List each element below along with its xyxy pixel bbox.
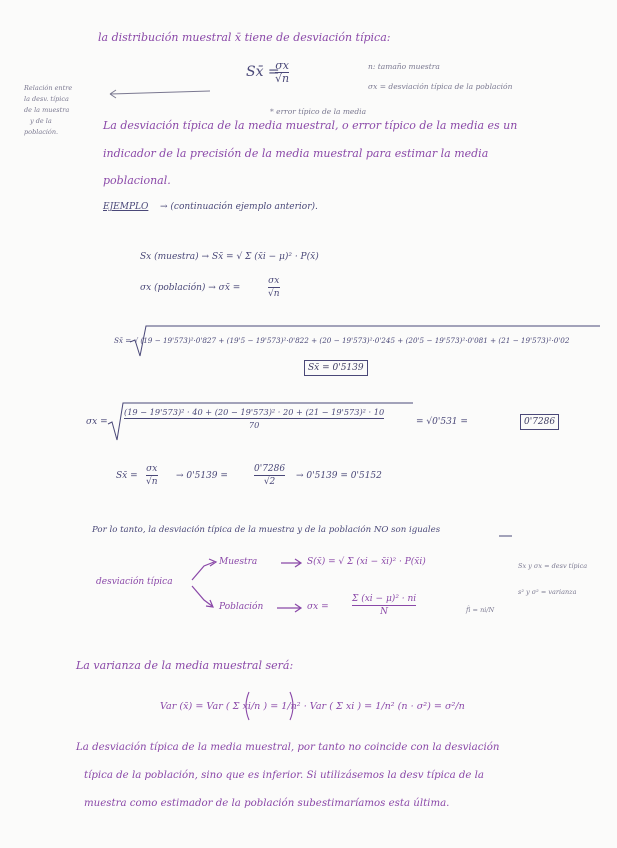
se-formula-lhs: Sx̄ =	[246, 64, 280, 80]
long-calc: Sx̄ = √ (19 − 19'573)²·0'827 + (19'5 − 19'573)²·0'822 + (20 − 19'573)²·0'245 + (20'5 − 19'573)²·0'081 + (21 − 19'573)²·0'02	[114, 336, 570, 345]
ejemplo-label: EJEMPLO	[103, 202, 149, 212]
varianza-intro: La varianza de la media muestral será:	[76, 659, 294, 672]
sigma-calc-den: 70	[248, 420, 260, 430]
sigma-calc-num: (19 − 19'573)² · 40 + (20 − 19'573)² · 20 + (21 − 19'573)² · 10	[124, 407, 385, 417]
sigma-poblacion-den: √n	[268, 289, 280, 299]
side-note-line: de la muestra	[24, 106, 70, 114]
result-box-sigma: 0'7286	[520, 414, 559, 430]
se-formula-den: √n	[275, 72, 290, 85]
para1-line: La desviación típica de la media muestral, o error típico de la media es un	[103, 119, 518, 132]
para2-line: La desviación típica de la media muestral, por tanto no coincide con la desviación	[76, 742, 500, 753]
final-calc-lhs: Sx̄ =	[116, 471, 138, 481]
sigma-calc-lhs: σx =	[86, 417, 108, 427]
poblacion-branch-num: Σ (xi − μ)² · ni	[352, 594, 417, 604]
se-formula-fraction	[275, 60, 289, 85]
para2-line: muestra como estimador de la población subestimaríamos esta última.	[84, 798, 450, 809]
right-note-var: s² y σ² = varianza	[518, 588, 577, 596]
para1-line: indicador de la precisión de la media muestral para estimar la media	[103, 147, 489, 160]
para1-line: poblacional.	[103, 174, 171, 187]
legend-sigma: σx = desviación típica de la población	[368, 82, 513, 91]
error-note: * error típico de la media	[270, 107, 367, 116]
final-calc-fraction-1	[146, 463, 158, 488]
para2-line: típica de la población, sino que es inferior. Si utilizásemos la desv típica de la	[84, 770, 484, 781]
varianza-formula: Var (x̄) = Var ( Σ xi/n ) = 1/n² · Var ( Σ xi ) = 1/n² (n · σ²) = σ²/n	[160, 701, 465, 712]
sigma-poblacion-num: σx	[268, 276, 280, 286]
final-calc-mid: → 0'5139 =	[176, 471, 228, 481]
right-note-desv: Sx y σx = desv típica	[518, 562, 588, 570]
sx-muestra: Sx (muestra) → Sx̄ = √ Σ (x̄i − μ)² · P(x̄)	[140, 252, 319, 262]
sigma-poblacion-lhs: σx (población) → σx̄ =	[140, 283, 241, 293]
right-note-freq: f̂i = ni/N	[466, 606, 495, 614]
sigma-calc-mid: = √0'531 =	[416, 417, 468, 427]
muestra-branch-formula: S(x̄) = √ Σ (xi − x̄i)² · P(x̄i)	[307, 557, 426, 567]
desv-tipica-label: desviación típica	[96, 577, 173, 587]
muestra-branch-label: Muestra	[219, 557, 258, 567]
poblacion-branch-label: Población	[219, 602, 264, 612]
conclusion-line: Por lo tanto, la desviación típica de la muestra y de la población NO son iguales	[92, 525, 441, 535]
ejemplo-text: → (continuación ejemplo anterior).	[160, 202, 318, 212]
result-box-sx: Sx̄ = 0'5139	[304, 360, 368, 376]
sigma-poblacion-fraction	[268, 275, 280, 300]
final-calc-num-2: 0'7286	[254, 464, 286, 474]
poblacion-branch-den: N	[380, 607, 389, 617]
side-note-line: y de la	[30, 117, 52, 125]
final-calc-end: → 0'5139 = 0'5152	[296, 471, 382, 481]
final-calc-fraction-2	[254, 463, 285, 488]
poblacion-branch-fraction	[352, 593, 416, 618]
side-note-line: población.	[24, 128, 59, 136]
poblacion-branch-lhs: σx =	[307, 602, 329, 612]
final-calc-num-1: σx	[146, 464, 158, 474]
se-formula-num: σx	[275, 59, 289, 72]
distribution-intro: la distribución muestral x̄ tiene de desviación típica:	[98, 31, 391, 44]
legend-n: n: tamaño muestra	[368, 62, 440, 71]
final-calc-den-1: √n	[146, 477, 158, 487]
side-note-line: Relación entre	[24, 84, 73, 92]
sigma-calc-fraction	[124, 406, 384, 431]
side-note-line: la desv. típica	[24, 95, 69, 103]
final-calc-den-2: √2	[263, 477, 276, 487]
